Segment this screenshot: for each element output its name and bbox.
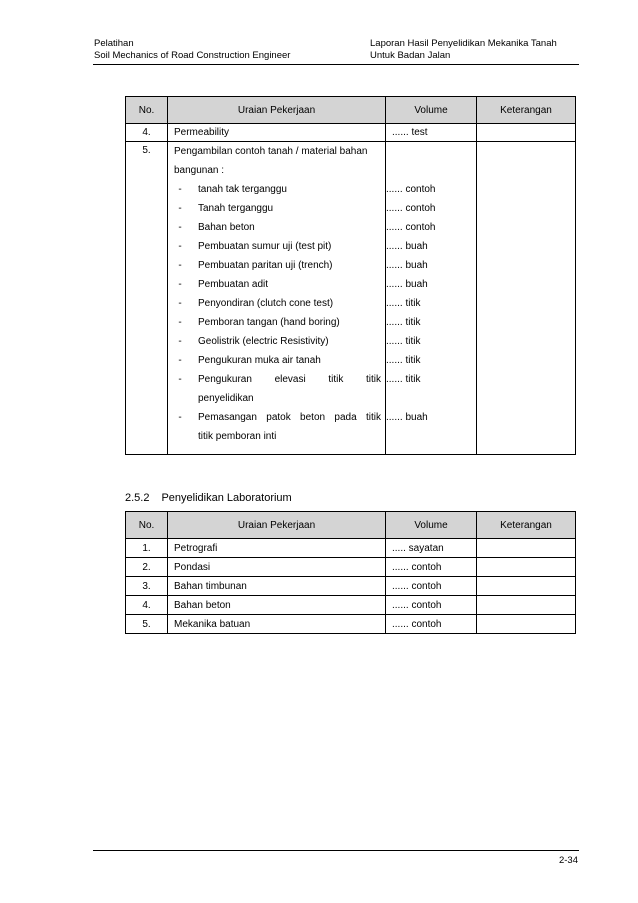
list-dash: -: [178, 412, 182, 423]
list-item-label: Pembuatan sumur uji (test pit): [198, 241, 332, 252]
row-remarks: [477, 615, 576, 634]
list-dash: -: [178, 203, 182, 214]
col-header-description: Uraian Pekerjaan: [168, 512, 386, 539]
table-row: [126, 142, 576, 455]
list-dash: -: [178, 374, 182, 385]
row-description: Permeability: [168, 124, 386, 142]
row-volume: ...... contoh: [386, 184, 436, 195]
row-remarks: [477, 142, 576, 455]
list-dash: -: [178, 298, 182, 309]
header-report-title: Laporan Hasil Penyelidikan Mekanika Tanah: [370, 38, 557, 49]
page-number: 2-34: [558, 855, 578, 866]
row-volume: ...... buah: [386, 260, 428, 271]
row-volume: ...... titik: [386, 355, 421, 366]
table-header-row: [126, 97, 576, 124]
list-item: [168, 313, 385, 332]
col-header-description: Uraian Pekerjaan: [168, 97, 386, 124]
row-volume: ...... contoh: [386, 558, 477, 577]
col-header-no: No.: [126, 512, 168, 539]
list-item-continuation: [168, 389, 385, 408]
row-number: 1.: [126, 539, 168, 558]
footer-divider: [93, 850, 579, 851]
row-volume: ...... contoh: [386, 203, 436, 214]
row-volume: ...... contoh: [386, 222, 436, 233]
row-volume: ...... contoh: [386, 577, 477, 596]
table-row: [126, 539, 576, 558]
table-row: [126, 577, 576, 596]
list-item: [168, 237, 385, 256]
list-item-label: tanah tak terganggu: [198, 184, 287, 195]
row-number: 5.: [126, 615, 168, 634]
list-item-continuation: [168, 427, 385, 446]
list-item: [168, 332, 385, 351]
list-item: [168, 256, 385, 275]
list-item-label: Pengukuran muka air tanah: [198, 355, 321, 366]
row-number: 2.: [126, 558, 168, 577]
col-header-volume: Volume: [386, 97, 477, 124]
header-course-title: Soil Mechanics of Road Construction Engineer: [94, 50, 291, 61]
row-volume: ...... buah: [386, 279, 428, 290]
header-training-label: Pelatihan: [94, 38, 134, 49]
row-remarks: [477, 577, 576, 596]
header-right: [370, 38, 557, 62]
row-volume: ...... titik: [386, 298, 421, 309]
volume-list: [386, 142, 476, 446]
list-dash: -: [178, 279, 182, 290]
list-item-label: Geolistrik (electric Resistivity): [198, 336, 329, 347]
row-remarks: [477, 124, 576, 142]
row-remarks: [477, 558, 576, 577]
list-dash: -: [178, 184, 182, 195]
list-item-label: Pembuatan adit: [198, 279, 269, 290]
row-volume: ...... titik: [386, 374, 421, 385]
col-header-remarks: Keterangan: [477, 97, 576, 124]
col-header-volume: Volume: [386, 512, 477, 539]
col-header-no: No.: [126, 97, 168, 124]
list-item: [168, 408, 385, 427]
list-item-label: Tanah terganggu: [198, 203, 274, 214]
list-item-label-continued: penyelidikan: [198, 393, 254, 404]
row-number: 3.: [126, 577, 168, 596]
row-volume: ...... titik: [386, 317, 421, 328]
list-item-label: Pemboran tangan (hand boring): [198, 317, 340, 328]
list-item-label: Pengukuran elevasi titik titik: [198, 374, 381, 385]
sample-item-list: [168, 180, 385, 446]
row-volume: ...... titik: [386, 336, 421, 347]
table-row: [126, 124, 576, 142]
list-dash: -: [178, 260, 182, 271]
row-number: 4.: [126, 596, 168, 615]
row-volume: ...... contoh: [386, 615, 477, 634]
row-description: Mekanika batuan: [168, 615, 386, 634]
col-header-remarks: Keterangan: [477, 512, 576, 539]
list-item: [168, 218, 385, 237]
list-item: [168, 180, 385, 199]
row-number: 4.: [126, 124, 168, 142]
row-volume: ..... sayatan: [386, 539, 477, 558]
row-description-line: bangunan :: [174, 165, 225, 176]
laboratory-table: [125, 511, 576, 634]
list-item-label: Penyondiran (clutch cone test): [198, 298, 334, 309]
list-item: [168, 294, 385, 313]
header-report-subtitle: Untuk Badan Jalan: [370, 50, 451, 61]
list-dash: -: [178, 336, 182, 347]
table-header-row: [126, 512, 576, 539]
list-dash: -: [178, 317, 182, 328]
header-left: [94, 38, 290, 62]
row-description: Bahan beton: [168, 596, 386, 615]
row-description-line: Pengambilan contoh tanah / material bahan: [174, 146, 368, 157]
row-volume: ...... contoh: [386, 596, 477, 615]
row-remarks: [477, 596, 576, 615]
row-volume: ...... buah: [386, 241, 428, 252]
row-number: 5.: [126, 142, 168, 455]
row-description: Petrografi: [168, 539, 386, 558]
row-description-group: [168, 142, 386, 455]
table-row: [126, 558, 576, 577]
section-number: 2.5.2: [125, 492, 150, 504]
table-row: [126, 596, 576, 615]
list-dash: -: [178, 355, 182, 366]
row-description: Pondasi: [168, 558, 386, 577]
list-dash: -: [178, 241, 182, 252]
header-divider: [93, 64, 579, 65]
list-item: [168, 370, 385, 389]
list-item: [168, 275, 385, 294]
section-title: Penyelidikan Laboratorium: [161, 492, 292, 504]
row-volume: ...... buah: [386, 412, 428, 423]
list-item-label-continued: titik pemboran inti: [198, 431, 277, 442]
list-dash: -: [178, 222, 182, 233]
table-row: [126, 615, 576, 634]
list-item: [168, 199, 385, 218]
row-description: Bahan timbunan: [168, 577, 386, 596]
list-item: [168, 351, 385, 370]
list-item-label: Bahan beton: [198, 222, 255, 233]
row-volume-group: [386, 142, 477, 455]
row-remarks: [477, 539, 576, 558]
list-item-label: Pemasangan patok beton pada titik: [198, 412, 381, 423]
row-volume: ...... test: [386, 124, 477, 142]
section-heading: [125, 492, 292, 504]
field-investigation-table: [125, 96, 576, 455]
list-item-label: Pembuatan paritan uji (trench): [198, 260, 333, 271]
